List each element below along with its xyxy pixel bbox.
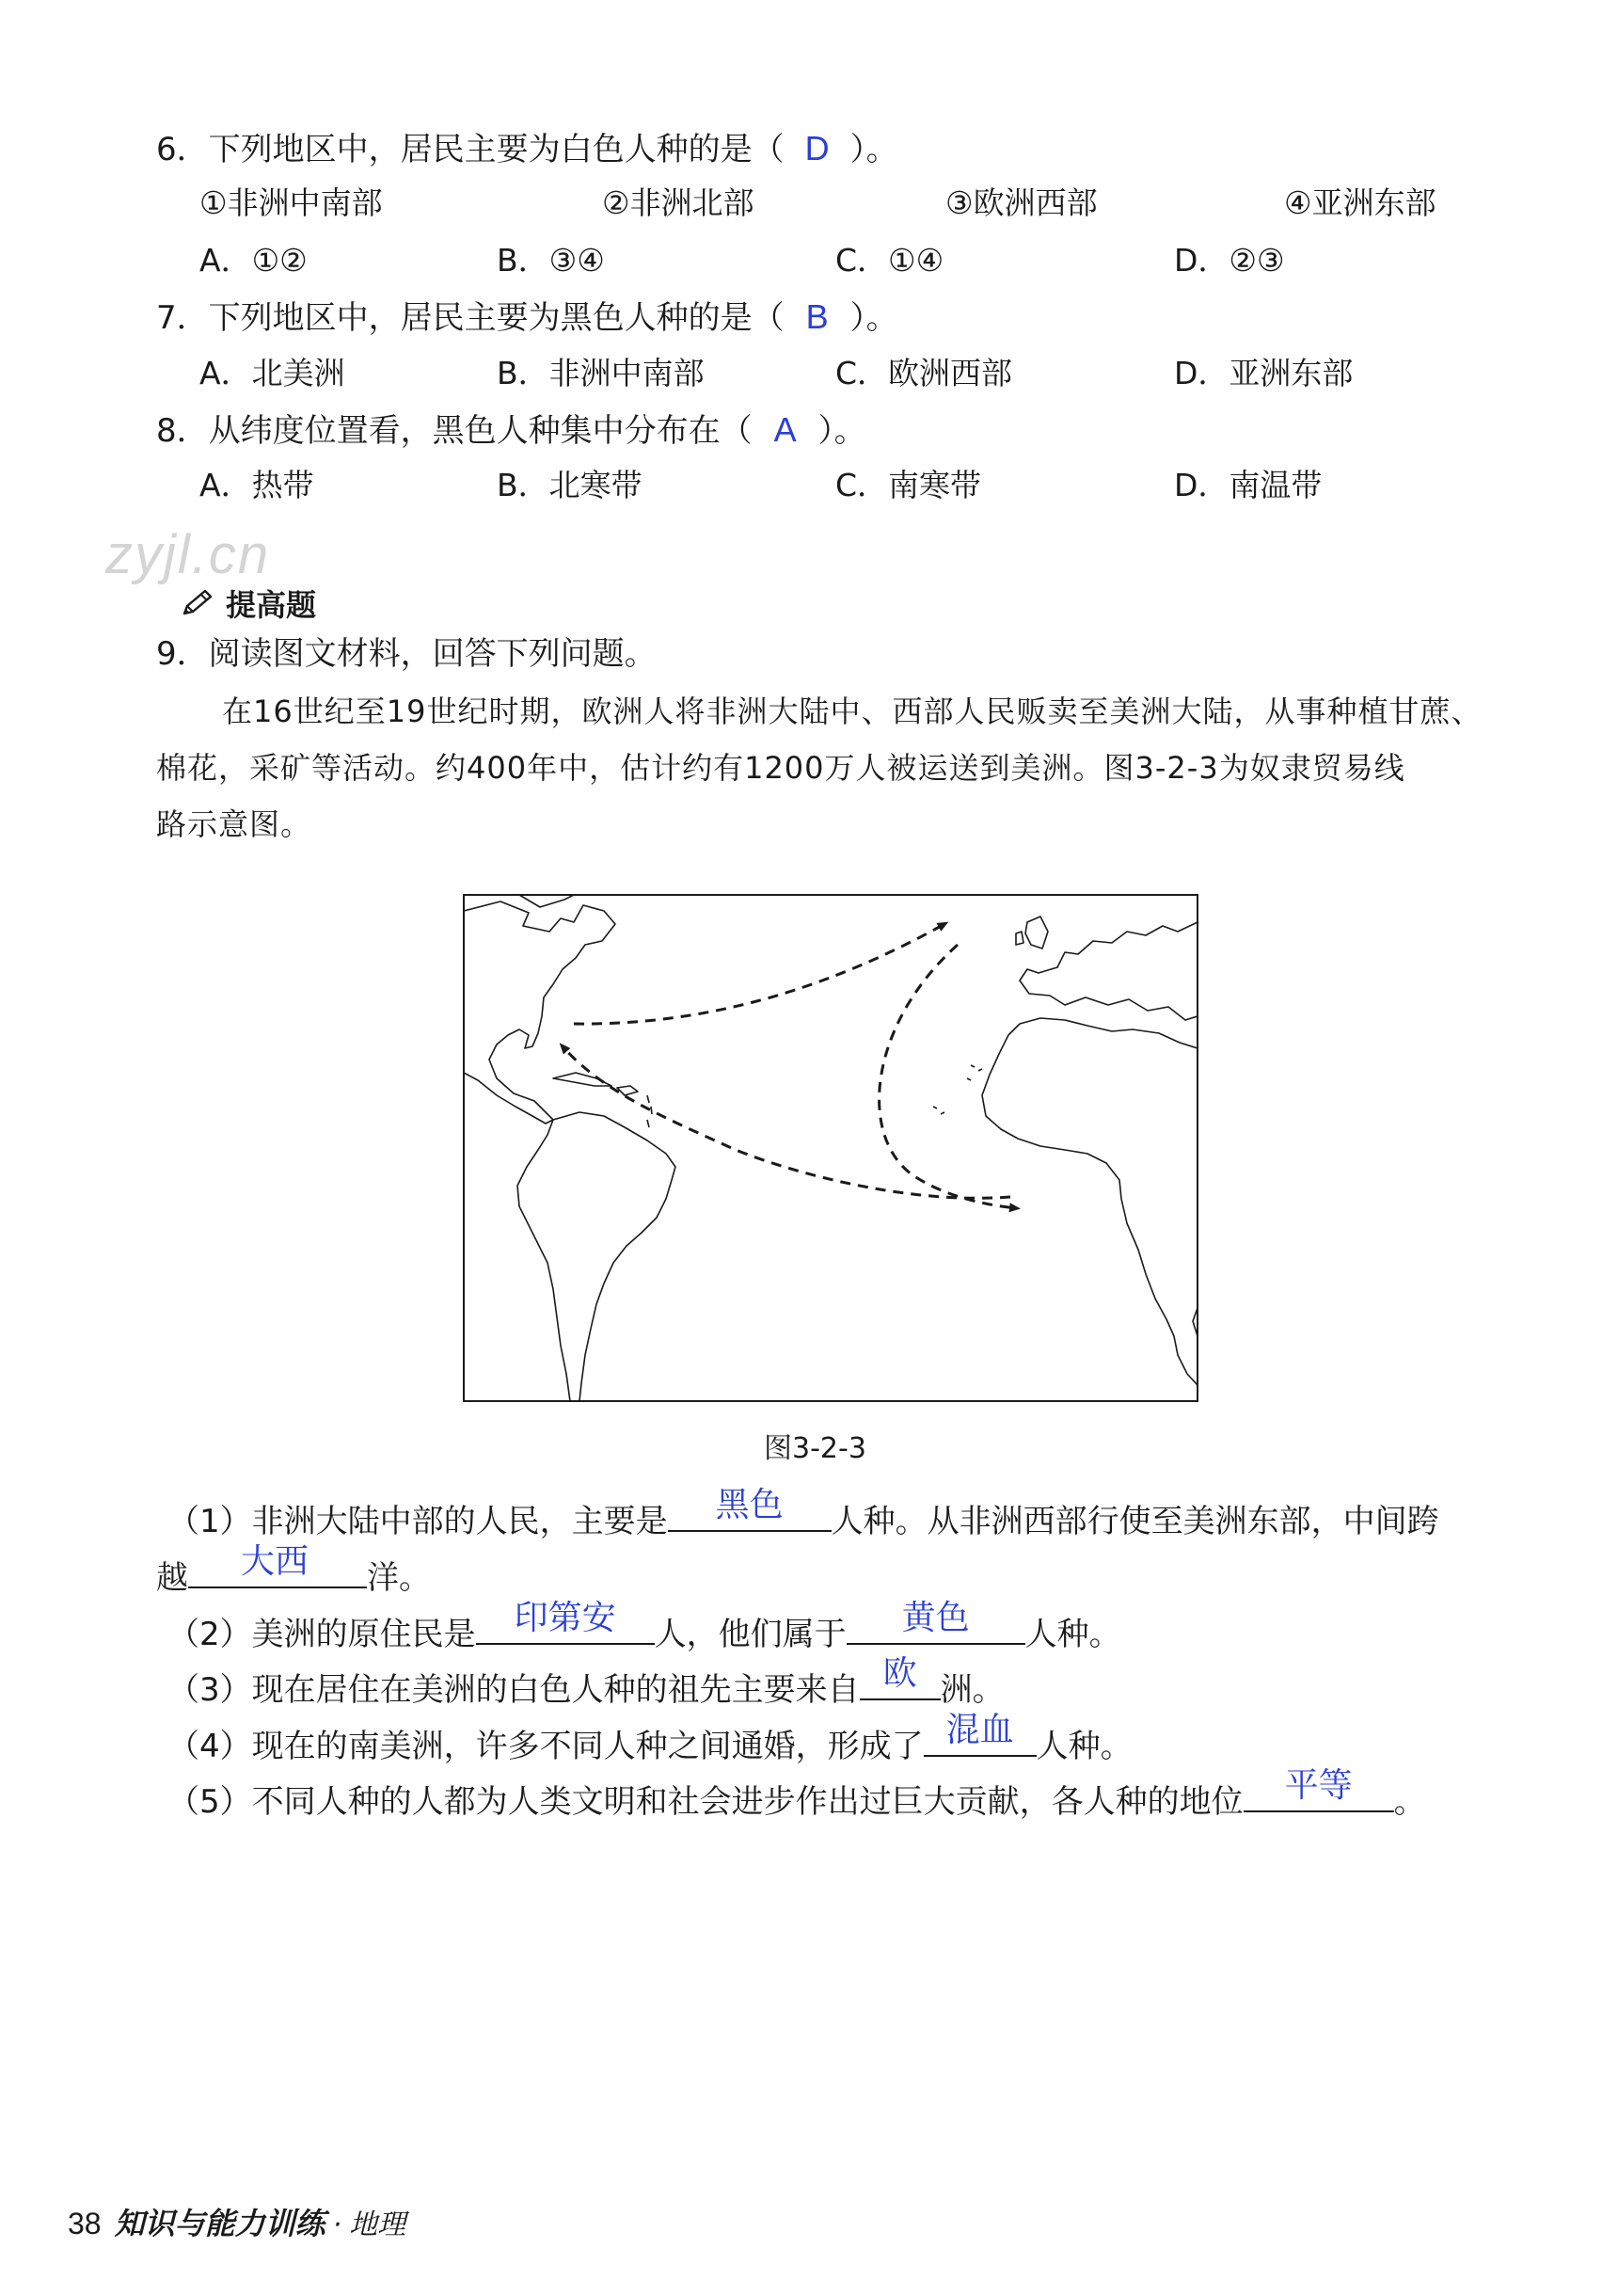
- sub-question-5-suffix: 。: [1393, 1783, 1426, 1821]
- question-6-item-2: ②非洲北部: [602, 184, 754, 221]
- question-8-stem: [156, 411, 866, 450]
- sub-question-4-answer: 混血: [945, 1711, 1014, 1749]
- question-7-stem: [156, 298, 898, 337]
- sub-question-2-suffix: 人种。: [1024, 1616, 1121, 1653]
- question-8-option-b: B．北寒带: [497, 467, 642, 503]
- question-7-suffix: ）。: [849, 299, 898, 337]
- question-7-answer: B: [805, 297, 829, 336]
- question-6-option-c: C．①④: [835, 242, 944, 279]
- sub-question-1-line-1: [167, 1486, 1439, 1540]
- page-number: 38: [68, 2207, 102, 2240]
- sub-question-4-blank: [924, 1711, 1037, 1757]
- section-title: 提高题: [226, 587, 317, 623]
- question-6-option-b: B．③④: [497, 242, 605, 279]
- sub-question-3-blank: [860, 1654, 941, 1700]
- sub-question-2-answer-1: 印第安: [514, 1599, 616, 1637]
- book-title: 知识与能力训练: [114, 2206, 325, 2241]
- question-7-option-a: A．北美洲: [199, 355, 345, 391]
- sub-question-3-answer: 欧: [882, 1654, 917, 1693]
- question-6-stem: [156, 130, 898, 168]
- question-8-prefix: 8．从纬度位置看，黑色人种集中分布在（: [156, 412, 753, 450]
- subject-name: 地理: [349, 2208, 406, 2241]
- sub-question-2-blank-2: [847, 1599, 1025, 1645]
- sub-question-5-answer: 平等: [1284, 1766, 1353, 1805]
- sub-question-5: [167, 1766, 1426, 1821]
- question-6-item-3: ③欧洲西部: [945, 184, 1098, 221]
- question-9-stem: 9．阅读图文材料，回答下列问题。: [156, 635, 657, 673]
- page-footer: [68, 2200, 405, 2243]
- sub-question-1-line-2: [156, 1542, 431, 1597]
- sub-question-1-answer-2: 大西: [241, 1542, 309, 1581]
- sub-question-3: [167, 1654, 1005, 1709]
- sub-question-2: [167, 1599, 1121, 1653]
- question-6-item-1: ①非洲中南部: [199, 184, 383, 221]
- question-6-item-4: ④亚洲东部: [1284, 184, 1436, 221]
- sub-question-1-blank-2: [188, 1542, 367, 1588]
- question-6-suffix: ）。: [849, 131, 898, 168]
- question-7-option-b: B．非洲中南部: [497, 355, 705, 391]
- sub-question-4-suffix: 人种。: [1036, 1728, 1133, 1765]
- watermark: zyjl.cn: [105, 524, 271, 585]
- question-6-option-a: A．①②: [199, 242, 308, 279]
- sub-question-1-line-2-prefix: 越: [156, 1559, 188, 1597]
- sub-question-3-suffix: 洲。: [940, 1671, 1005, 1709]
- question-7-option-c: C．欧洲西部: [835, 355, 1013, 391]
- figure-caption: 图3-2-3: [764, 1432, 866, 1465]
- map-frame: [464, 895, 1198, 1401]
- sub-question-2-blank-1: [476, 1599, 655, 1645]
- sub-question-2-answer-2: 黄色: [901, 1599, 970, 1637]
- question-6-option-d: D．②③: [1174, 242, 1285, 279]
- question-8-option-c: C．南寒带: [835, 467, 982, 503]
- question-7-prefix: 7．下列地区中，居民主要为黑色人种的是（: [156, 299, 785, 337]
- question-9-paragraph-line-2: 棉花，采矿等活动。约400年中，估计约有1200万人被运送到美洲。图3-2-3为奴隶贸易线: [156, 750, 1405, 786]
- sub-question-4: [167, 1711, 1133, 1765]
- sub-question-2-prefix: （2）美洲的原住民是: [167, 1616, 476, 1653]
- question-8-answer: A: [773, 410, 797, 449]
- sub-question-2-middle: 人，他们属于: [654, 1616, 847, 1653]
- footer-separator: ·: [332, 2208, 342, 2241]
- question-8-option-d: D．南温带: [1174, 467, 1323, 503]
- question-6-prefix: 6．下列地区中，居民主要为白色人种的是（: [156, 131, 785, 168]
- sub-question-1-suffix: 洋。: [367, 1559, 431, 1597]
- sub-question-1-answer-1: 黑色: [715, 1486, 784, 1524]
- question-9-paragraph-line-3: 路示意图。: [156, 806, 312, 842]
- question-7-option-d: D．亚洲东部: [1174, 355, 1354, 391]
- question-9-paragraph-line-1: 在16世纪至19世纪时期，欧洲人将非洲大陆中、西部人民贩卖至美洲大陆，从事种植甘蔗、: [222, 694, 1483, 729]
- slave-trade-map: [463, 894, 1198, 1402]
- question-8-suffix: ）。: [817, 412, 866, 450]
- sub-question-5-prefix: （5）不同人种的人都为人类文明和社会进步作出过巨大贡献，各人种的地位: [167, 1783, 1244, 1821]
- sub-question-1-prefix: （1）非洲大陆中部的人民，主要是: [167, 1503, 668, 1540]
- sub-question-5-blank: [1244, 1766, 1394, 1812]
- sub-question-1-middle: 人种。从非洲西部行使至美洲东部，中间跨: [831, 1503, 1439, 1540]
- question-8-option-a: A．热带: [199, 467, 314, 503]
- question-6-answer: D: [804, 129, 830, 167]
- pencil-icon: [181, 589, 214, 617]
- section-heading: [181, 582, 316, 625]
- sub-question-1-blank-1: [668, 1486, 832, 1532]
- sub-question-3-prefix: （3）现在居住在美洲的白色人种的祖先主要来自: [167, 1671, 860, 1709]
- sub-question-4-prefix: （4）现在的南美洲，许多不同人种之间通婚，形成了: [167, 1728, 924, 1765]
